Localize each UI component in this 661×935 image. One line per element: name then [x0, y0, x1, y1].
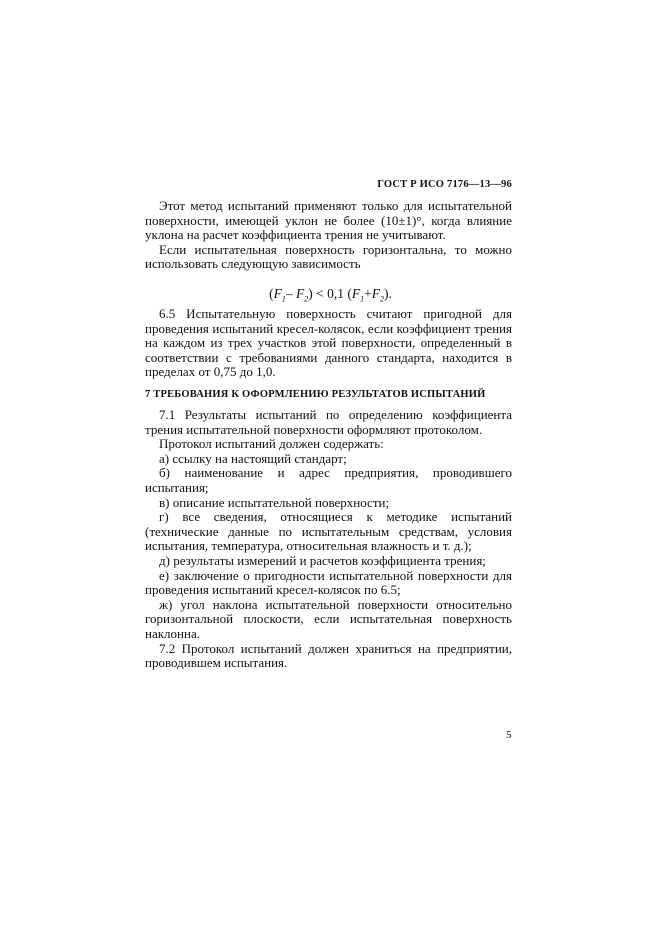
- paragraph: 6.5 Испытательную поверхность считают пригодной для проведения испытаний кресел-колясок, если коэффициент трения на каждом из трех участков этой поверхности, определенный в соответствии с требованиями данного стандарта, находится в пределах от 0,75 до 1,0.: [145, 306, 512, 380]
- formula-part: –: [285, 286, 296, 301]
- formula-var: F: [273, 286, 282, 301]
- formula-part: +: [364, 286, 372, 301]
- document-header: ГОСТ Р ИСО 7176—13—96: [377, 179, 512, 190]
- section-heading: 7 ТРЕБОВАНИЯ К ОФОРМЛЕНИЮ РЕЗУЛЬТАТОВ ИСПЫТАНИЙ: [145, 389, 486, 400]
- paragraph: 7.2 Протокол испытаний должен храниться на предприятии, проводившем испытания.: [145, 640, 512, 671]
- list-item: б) наименование и адрес предприятия, проводившего испытания;: [145, 465, 512, 495]
- paragraph: Протокол испытаний должен содержать:: [159, 436, 384, 452]
- formula-sub: 1: [360, 294, 365, 304]
- paragraph: 7.1 Результаты испытаний по определению коэффициента трения испытательной поверхности оформляют протоколом.: [145, 407, 512, 437]
- formula-part: ) < 0,1 (: [308, 286, 352, 301]
- formula-var: F: [351, 286, 361, 301]
- paragraph-block-6-5: [145, 307, 512, 380]
- formula-var: F: [371, 286, 380, 301]
- list-item: е) заключение о пригодности испытательной поверхности для проведения испытаний кресел-колясок по 6.5;: [145, 567, 512, 598]
- paragraph-block-section-7: [145, 408, 512, 671]
- formula-var: F: [296, 286, 305, 301]
- formula-part: ).: [383, 286, 392, 301]
- formula-sub: 2: [304, 294, 309, 304]
- list-item: г) все сведения, относящиеся к методике испытаний (технические данные по испытательным средствам, условия испытания, температура, относительная влажность и т. д.);: [145, 509, 512, 554]
- formula-part: (: [269, 286, 274, 301]
- list-item: в) описание испытательной поверхности;: [159, 494, 390, 510]
- list-item: ж) угол наклона испытательной поверхности относительно горизонтальной плоскости, если испытательная поверхность наклонна.: [145, 596, 512, 641]
- page-number: 5: [506, 729, 512, 741]
- list-item: а) ссылку на настоящий стандарт;: [159, 450, 347, 466]
- list-item: д) результаты измерений и расчетов коэффициента трения;: [159, 552, 486, 568]
- formula: [0, 286, 661, 304]
- paragraph: Если испытательная поверхность горизонтальна, то можно использовать следующую зависимость: [145, 241, 512, 272]
- formula-sub: 2: [379, 294, 384, 304]
- paragraph: Этот метод испытаний применяют только для испытательной поверхности, имеющей уклон не более (10±1)°, когда влияние уклона на расчет коэффициента трения не учитывают.: [145, 198, 512, 243]
- formula-sub: 1: [281, 294, 286, 304]
- paragraph-block-method: [145, 199, 512, 272]
